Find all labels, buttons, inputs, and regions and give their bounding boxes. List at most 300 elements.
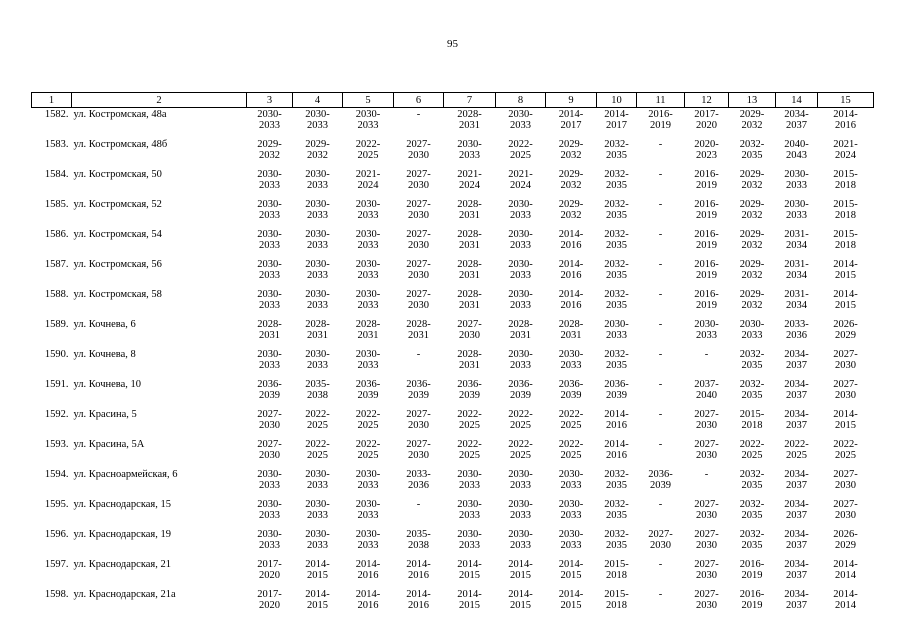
period-end: 2035 bbox=[606, 239, 627, 251]
table-row bbox=[32, 528, 874, 558]
period-cell bbox=[729, 588, 776, 618]
period-start: 2036- bbox=[355, 379, 381, 390]
period-cell bbox=[597, 108, 637, 139]
period-cell bbox=[729, 288, 776, 318]
period-cell bbox=[818, 378, 874, 408]
period-start: 2040- bbox=[784, 139, 809, 150]
period-start: 2030- bbox=[355, 469, 381, 480]
period-cell bbox=[597, 588, 637, 618]
period-end: 2034 bbox=[786, 269, 807, 281]
period-cell bbox=[546, 288, 597, 318]
period-cell bbox=[343, 558, 394, 588]
empty-period-cell bbox=[637, 198, 685, 228]
period-cell bbox=[496, 378, 546, 408]
dash-mark: - bbox=[658, 289, 663, 300]
table-row bbox=[32, 198, 874, 228]
period-cell bbox=[729, 228, 776, 258]
period-end: 2033 bbox=[307, 239, 328, 251]
period-start: 2027- bbox=[406, 139, 431, 150]
period-end: 2033 bbox=[259, 539, 280, 551]
period-start: 2027- bbox=[406, 439, 431, 450]
column-header: 5 bbox=[343, 93, 394, 108]
period-cell bbox=[293, 138, 343, 168]
period-cell bbox=[293, 378, 343, 408]
period-start: 2030- bbox=[508, 199, 533, 210]
period-end: 2033 bbox=[510, 359, 531, 371]
period-start: 2027- bbox=[406, 169, 431, 180]
period-end: 2016 bbox=[357, 569, 379, 581]
period-end: 2032 bbox=[560, 209, 582, 221]
period-cell bbox=[776, 168, 818, 198]
period-end: 2025 bbox=[357, 419, 379, 431]
period-start: 2027- bbox=[406, 259, 431, 270]
period-start: 2032- bbox=[604, 139, 629, 150]
period-end: 2015 bbox=[459, 599, 480, 611]
period-start: 2030- bbox=[257, 259, 282, 270]
period-end: 2015 bbox=[560, 569, 582, 581]
period-cell bbox=[776, 558, 818, 588]
period-start: 2029- bbox=[739, 259, 765, 270]
period-end: 2033 bbox=[696, 329, 717, 341]
period-cell bbox=[496, 438, 546, 468]
period-end: 2018 bbox=[606, 599, 627, 611]
period-end: 2025 bbox=[510, 419, 531, 431]
period-end: 2033 bbox=[510, 209, 531, 221]
period-end: 2033 bbox=[259, 269, 280, 281]
period-cell bbox=[293, 198, 343, 228]
period-end: 2033 bbox=[560, 509, 582, 521]
period-start: 2022- bbox=[355, 409, 381, 420]
period-start: 2032- bbox=[604, 199, 629, 210]
period-start: 2029- bbox=[558, 199, 584, 210]
period-cell bbox=[247, 168, 293, 198]
period-start: 2032- bbox=[604, 529, 629, 540]
period-end: 2033 bbox=[307, 509, 328, 521]
period-cell bbox=[496, 138, 546, 168]
period-cell bbox=[818, 318, 874, 348]
period-start: 2020- bbox=[694, 139, 719, 150]
period-cell bbox=[394, 318, 444, 348]
period-start: 2014- bbox=[558, 559, 584, 570]
period-end: 2015 bbox=[307, 599, 328, 611]
column-header: 10 bbox=[597, 93, 637, 108]
period-cell bbox=[444, 498, 496, 528]
period-start: 2032- bbox=[739, 379, 765, 390]
period-end: 2034 bbox=[786, 239, 807, 251]
period-cell bbox=[729, 408, 776, 438]
period-start: 2030- bbox=[305, 259, 330, 270]
column-header: 4 bbox=[293, 93, 343, 108]
period-cell bbox=[496, 288, 546, 318]
period-end: 2039 bbox=[459, 389, 480, 401]
period-cell bbox=[685, 258, 729, 288]
period-cell bbox=[776, 468, 818, 498]
period-start: 2030- bbox=[558, 529, 584, 540]
period-end: 2032 bbox=[741, 209, 763, 221]
period-start: 2022- bbox=[833, 439, 858, 450]
period-start: 2027- bbox=[648, 529, 673, 540]
period-start: 2030- bbox=[257, 169, 282, 180]
period-end: 2019 bbox=[696, 179, 717, 191]
table-row bbox=[32, 258, 874, 288]
period-cell bbox=[444, 468, 496, 498]
period-cell bbox=[818, 288, 874, 318]
period-cell bbox=[394, 258, 444, 288]
period-cell bbox=[685, 198, 729, 228]
period-end: 2015 bbox=[307, 569, 328, 581]
period-end: 2035 bbox=[606, 149, 627, 161]
period-start: 2034- bbox=[784, 379, 809, 390]
period-end: 2025 bbox=[307, 419, 328, 431]
period-start: 2016- bbox=[694, 259, 719, 270]
period-start: 2029- bbox=[257, 139, 282, 150]
address-cell: ул. Костромская, 54 bbox=[73, 229, 162, 240]
period-cell bbox=[546, 528, 597, 558]
period-cell bbox=[818, 498, 874, 528]
period-start: 2014- bbox=[558, 259, 584, 270]
period-cell bbox=[776, 108, 818, 139]
period-end: 2035 bbox=[606, 179, 627, 191]
period-end: 2040 bbox=[696, 389, 717, 401]
period-end: 2031 bbox=[459, 119, 480, 131]
period-cell bbox=[247, 468, 293, 498]
period-end: 2031 bbox=[459, 239, 480, 251]
period-start: 2027- bbox=[833, 379, 858, 390]
address-cell: ул. Кочнева, 8 bbox=[73, 349, 136, 360]
period-start: 2030- bbox=[508, 229, 533, 240]
period-end: 2039 bbox=[560, 389, 582, 401]
period-cell bbox=[247, 588, 293, 618]
period-cell bbox=[776, 258, 818, 288]
period-end: 2033 bbox=[307, 359, 328, 371]
period-start: 2014- bbox=[457, 559, 482, 570]
period-start: 2036- bbox=[508, 379, 533, 390]
period-cell bbox=[776, 288, 818, 318]
period-start: 2030- bbox=[457, 139, 482, 150]
period-end: 2033 bbox=[510, 239, 531, 251]
period-end: 2033 bbox=[357, 509, 379, 521]
period-end: 2025 bbox=[560, 419, 582, 431]
period-start: 2017- bbox=[694, 109, 719, 120]
period-cell bbox=[394, 468, 444, 498]
period-cell bbox=[293, 438, 343, 468]
empty-period-cell bbox=[637, 588, 685, 618]
period-end: 2015 bbox=[835, 299, 856, 311]
period-cell bbox=[597, 528, 637, 558]
period-cell bbox=[818, 258, 874, 288]
period-end: 2033 bbox=[357, 479, 379, 491]
period-end: 2033 bbox=[459, 479, 480, 491]
column-header: 2 bbox=[72, 93, 247, 108]
address-cell: ул. Костромская, 48б bbox=[73, 139, 168, 150]
period-end: 2025 bbox=[786, 449, 807, 461]
period-cell bbox=[818, 468, 874, 498]
period-cell bbox=[637, 528, 685, 558]
period-cell bbox=[293, 168, 343, 198]
period-end: 2015 bbox=[510, 569, 531, 581]
period-start: 2014- bbox=[604, 109, 629, 120]
period-start: 2030- bbox=[355, 349, 381, 360]
period-start: 2032- bbox=[739, 499, 765, 510]
period-cell bbox=[546, 258, 597, 288]
period-cell bbox=[247, 528, 293, 558]
period-end: 2033 bbox=[786, 179, 807, 191]
empty-period-cell bbox=[394, 498, 444, 528]
period-start: 2036- bbox=[257, 379, 282, 390]
address-cell: ул. Кочнева, 6 bbox=[73, 319, 136, 330]
period-start: 2030- bbox=[305, 499, 330, 510]
column-header: 3 bbox=[247, 93, 293, 108]
row-number: 1589. bbox=[44, 319, 69, 330]
address-cell: ул. Краснодарская, 21 bbox=[73, 559, 172, 570]
period-start: 2030- bbox=[257, 529, 282, 540]
period-end: 2033 bbox=[307, 119, 328, 131]
period-cell bbox=[729, 438, 776, 468]
table-row bbox=[32, 438, 874, 468]
period-end: 2025 bbox=[459, 419, 480, 431]
period-start: 2014- bbox=[355, 559, 381, 570]
period-end: 2017 bbox=[560, 119, 582, 131]
period-end: 2030 bbox=[696, 539, 717, 551]
period-start: 2030- bbox=[305, 229, 330, 240]
period-start: 2016- bbox=[694, 289, 719, 300]
period-start: 2022- bbox=[355, 439, 381, 450]
period-cell bbox=[729, 108, 776, 139]
period-cell bbox=[293, 468, 343, 498]
period-end: 2033 bbox=[510, 299, 531, 311]
period-end: 2020 bbox=[696, 119, 717, 131]
table-row bbox=[32, 588, 874, 618]
period-start: 2032- bbox=[604, 169, 629, 180]
table-body bbox=[32, 108, 874, 619]
row-number: 1597. bbox=[44, 559, 69, 570]
address-cell: ул. Красина, 5А bbox=[73, 439, 145, 450]
period-start: 2032- bbox=[739, 139, 765, 150]
period-cell bbox=[247, 438, 293, 468]
period-start: 2022- bbox=[784, 439, 809, 450]
empty-period-cell bbox=[637, 258, 685, 288]
period-start: 2022- bbox=[508, 409, 533, 420]
period-cell bbox=[546, 108, 597, 139]
period-start: 2031- bbox=[784, 259, 809, 270]
period-end: 2030 bbox=[408, 419, 429, 431]
period-cell bbox=[444, 558, 496, 588]
period-start: 2027- bbox=[694, 529, 719, 540]
period-cell bbox=[496, 168, 546, 198]
period-cell bbox=[597, 558, 637, 588]
period-start: 2030- bbox=[457, 469, 482, 480]
address-cell: ул. Костромская, 58 bbox=[73, 289, 162, 300]
period-cell bbox=[685, 498, 729, 528]
period-end: 2033 bbox=[259, 479, 280, 491]
period-cell bbox=[818, 228, 874, 258]
empty-period-cell bbox=[637, 378, 685, 408]
table-row bbox=[32, 138, 874, 168]
column-header: 12 bbox=[685, 93, 729, 108]
period-start: 2014- bbox=[833, 289, 858, 300]
period-start: 2030- bbox=[305, 169, 330, 180]
period-start: 2016- bbox=[739, 559, 765, 570]
period-cell bbox=[776, 198, 818, 228]
period-start: 2014- bbox=[406, 559, 431, 570]
period-start: 2030- bbox=[694, 319, 719, 330]
period-cell bbox=[685, 438, 729, 468]
period-end: 2035 bbox=[606, 539, 627, 551]
period-start: 2030- bbox=[508, 349, 533, 360]
period-cell bbox=[597, 168, 637, 198]
period-start: 2028- bbox=[457, 289, 482, 300]
period-start: 2030- bbox=[784, 169, 809, 180]
period-start: 2014- bbox=[833, 409, 858, 420]
period-end: 2016 bbox=[560, 239, 582, 251]
period-cell bbox=[818, 408, 874, 438]
period-cell bbox=[729, 528, 776, 558]
period-cell bbox=[343, 198, 394, 228]
period-cell bbox=[444, 168, 496, 198]
period-cell bbox=[343, 228, 394, 258]
row-number: 1586. bbox=[44, 229, 69, 240]
period-end: 2030 bbox=[408, 449, 429, 461]
period-cell bbox=[776, 348, 818, 378]
period-end: 2035 bbox=[741, 479, 763, 491]
period-start: 2022- bbox=[558, 439, 584, 450]
address-cell: ул. Краснодарская, 21а bbox=[73, 589, 176, 600]
period-end: 2019 bbox=[696, 239, 717, 251]
period-end: 2030 bbox=[650, 539, 671, 551]
period-start: 2016- bbox=[694, 199, 719, 210]
period-start: 2028- bbox=[355, 319, 381, 330]
period-end: 2033 bbox=[560, 479, 582, 491]
period-cell bbox=[685, 228, 729, 258]
column-header: 7 bbox=[444, 93, 496, 108]
period-start: 2030- bbox=[305, 469, 330, 480]
period-start: 2022- bbox=[739, 439, 765, 450]
period-cell bbox=[818, 138, 874, 168]
column-header: 13 bbox=[729, 93, 776, 108]
period-end: 2037 bbox=[786, 509, 807, 521]
empty-period-cell bbox=[637, 498, 685, 528]
period-cell bbox=[444, 108, 496, 139]
period-cell bbox=[343, 438, 394, 468]
period-start: 2028- bbox=[457, 349, 482, 360]
period-cell bbox=[685, 138, 729, 168]
address-cell: ул. Кочнева, 10 bbox=[73, 379, 142, 390]
period-end: 2032 bbox=[307, 149, 328, 161]
period-end: 2033 bbox=[259, 209, 280, 221]
period-cell bbox=[394, 168, 444, 198]
period-start: 2032- bbox=[604, 499, 629, 510]
period-cell bbox=[444, 528, 496, 558]
period-cell bbox=[394, 228, 444, 258]
period-cell bbox=[293, 228, 343, 258]
period-start: 2030- bbox=[558, 349, 584, 360]
period-start: 2027- bbox=[257, 409, 282, 420]
period-cell bbox=[546, 348, 597, 378]
row-number: 1592. bbox=[44, 409, 69, 420]
period-end: 2033 bbox=[560, 539, 582, 551]
period-end: 2035 bbox=[606, 269, 627, 281]
period-cell bbox=[444, 378, 496, 408]
period-end: 2016 bbox=[408, 599, 429, 611]
period-start: 2036- bbox=[648, 469, 673, 480]
period-start: 2030- bbox=[305, 529, 330, 540]
period-cell bbox=[444, 318, 496, 348]
period-cell bbox=[729, 168, 776, 198]
period-cell bbox=[293, 558, 343, 588]
period-start: 2030- bbox=[355, 199, 381, 210]
period-start: 2015- bbox=[833, 199, 858, 210]
row-number: 1593. bbox=[44, 439, 69, 450]
period-cell bbox=[247, 258, 293, 288]
period-end: 2037 bbox=[786, 569, 807, 581]
period-cell bbox=[444, 438, 496, 468]
period-end: 2037 bbox=[786, 359, 807, 371]
period-start: 2014- bbox=[558, 589, 584, 600]
period-start: 2021- bbox=[355, 169, 381, 180]
period-end: 2035 bbox=[741, 539, 763, 551]
period-cell bbox=[247, 408, 293, 438]
period-start: 2031- bbox=[784, 229, 809, 240]
period-end: 2019 bbox=[696, 209, 717, 221]
empty-period-cell bbox=[637, 228, 685, 258]
period-cell bbox=[597, 138, 637, 168]
period-cell bbox=[818, 438, 874, 468]
period-start: 2014- bbox=[558, 289, 584, 300]
period-cell bbox=[247, 378, 293, 408]
period-cell bbox=[343, 108, 394, 139]
period-start: 2030- bbox=[355, 229, 381, 240]
address-cell: ул. Костромская, 50 bbox=[73, 169, 162, 180]
period-cell bbox=[444, 408, 496, 438]
period-end: 2018 bbox=[835, 209, 856, 221]
period-start: 2027- bbox=[457, 319, 482, 330]
period-end: 2033 bbox=[510, 269, 531, 281]
period-cell bbox=[394, 408, 444, 438]
column-header: 6 bbox=[394, 93, 444, 108]
period-cell bbox=[293, 528, 343, 558]
period-start: 2030- bbox=[355, 529, 381, 540]
period-end: 2033 bbox=[357, 119, 379, 131]
period-start: 2016- bbox=[694, 169, 719, 180]
period-end: 2039 bbox=[259, 389, 280, 401]
period-cell bbox=[293, 348, 343, 378]
period-start: 2027- bbox=[406, 199, 431, 210]
dash-mark: - bbox=[416, 109, 421, 120]
period-start: 2030- bbox=[305, 349, 330, 360]
period-start: 2014- bbox=[833, 259, 858, 270]
period-cell bbox=[444, 588, 496, 618]
period-start: 2030- bbox=[257, 469, 282, 480]
period-cell bbox=[343, 168, 394, 198]
period-cell bbox=[597, 498, 637, 528]
dash-mark: - bbox=[658, 199, 663, 210]
period-end: 2016 bbox=[835, 119, 856, 131]
period-cell bbox=[597, 348, 637, 378]
period-start: 2022- bbox=[457, 439, 482, 450]
period-end: 2015 bbox=[835, 419, 856, 431]
period-cell bbox=[685, 408, 729, 438]
period-end: 2035 bbox=[606, 509, 627, 521]
period-start: 2029- bbox=[739, 109, 765, 120]
table-row bbox=[32, 498, 874, 528]
row-number: 1596. bbox=[44, 529, 69, 540]
dash-mark: - bbox=[658, 139, 663, 150]
period-start: 2028- bbox=[305, 319, 330, 330]
period-end: 2039 bbox=[408, 389, 429, 401]
period-end: 2039 bbox=[510, 389, 531, 401]
period-end: 2030 bbox=[696, 569, 717, 581]
address-cell: ул. Краснодарская, 19 bbox=[73, 529, 172, 540]
